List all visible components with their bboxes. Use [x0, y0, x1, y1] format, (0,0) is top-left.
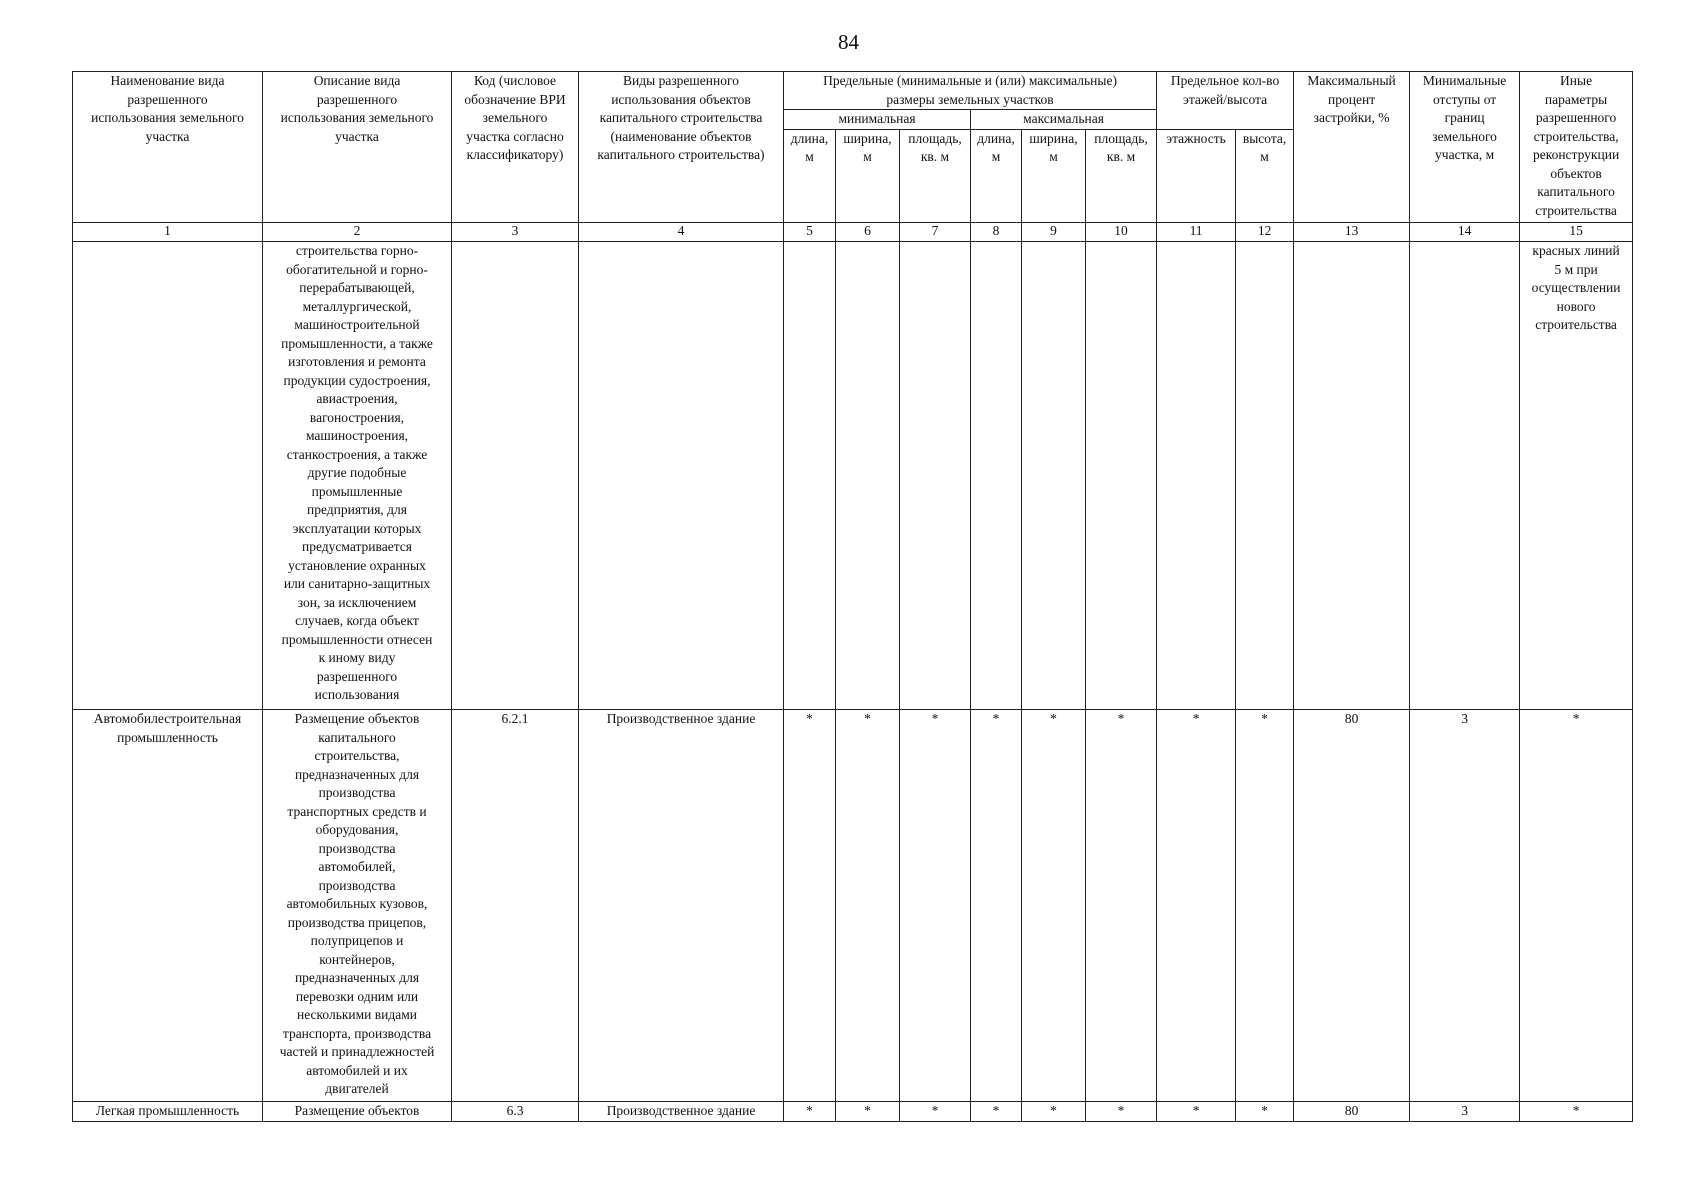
column-number: 14: [1410, 223, 1520, 242]
header-max-length: длина, м: [971, 129, 1022, 223]
header-vri-code: Код (числовое обозначение ВРИ земельного участка согласно классификатору): [452, 72, 579, 223]
vri-code: 6.3: [452, 1102, 579, 1122]
vri-description: Размещение объектов капитального строительства, предназначенных для производства транспортных средств и оборудования, производства автомобилей, производства автомобильных кузовов, производства прицепов, полуприцепов и контейнеров, предназначенных для перевозки одним или несколькими видами транспорта, производства частей и принадлежностей автомобилей и их двигателей: [263, 710, 452, 1102]
table-row: [73, 710, 1633, 1102]
header-maximal: максимальная: [971, 110, 1157, 130]
min-setbacks: [1410, 242, 1520, 710]
max-width: *: [1022, 710, 1086, 1102]
min-area: [900, 242, 971, 710]
max-length: *: [971, 710, 1022, 1102]
column-number: 11: [1157, 223, 1236, 242]
height: *: [1236, 1102, 1294, 1122]
min-width: *: [836, 710, 900, 1102]
column-number: 8: [971, 223, 1022, 242]
min-area: *: [900, 1102, 971, 1122]
header-max-width: ширина, м: [1022, 129, 1086, 223]
header-max-area: площадь, кв. м: [1086, 129, 1157, 223]
min-setbacks: 3: [1410, 1102, 1520, 1122]
table-row: [73, 242, 1633, 710]
header-height: высота, м: [1236, 129, 1294, 223]
table-row: [73, 1102, 1633, 1122]
max-area: *: [1086, 1102, 1157, 1122]
min-width: [836, 242, 900, 710]
column-number-row: [73, 223, 1633, 242]
vri-description: строительства горно- обогатительной и горно- перерабатывающей, металлургической, машиностроительной промышленности, а также изготовления и ремонта продукции судостроения, авиастроения, вагоностроения, машиностроения, станкостроения, а также другие подобные промышленные предприятия, для эксплуатации которых предусматривается установление охранных или санитарно-защитных зон, за исключением случаев, когда объект промышленности отнесен к иному виду разрешенного использования: [263, 242, 452, 710]
column-number: 2: [263, 223, 452, 242]
column-number: 13: [1294, 223, 1410, 242]
max-building-percent: [1294, 242, 1410, 710]
header-row-1: [73, 72, 1633, 110]
header-min-width: ширина, м: [836, 129, 900, 223]
min-area: *: [900, 710, 971, 1102]
header-minimal: минимальная: [784, 110, 971, 130]
floors: [1157, 242, 1236, 710]
capital-objects: [579, 242, 784, 710]
max-length: [971, 242, 1022, 710]
vri-description: Размещение объектов: [263, 1102, 452, 1122]
header-floors-height: Предельное кол-во этажей/высота: [1157, 72, 1294, 130]
header-floors: этажность: [1157, 129, 1236, 223]
header-min-length: длина, м: [784, 129, 836, 223]
header-plot-sizes: Предельные (минимальные и (или) максимальные) размеры земельных участков: [784, 72, 1157, 110]
column-number: 9: [1022, 223, 1086, 242]
height: *: [1236, 710, 1294, 1102]
page-number: 84: [838, 30, 859, 54]
min-width: *: [836, 1102, 900, 1122]
column-number: 6: [836, 223, 900, 242]
max-width: [1022, 242, 1086, 710]
vri-name: [73, 242, 263, 710]
max-area: [1086, 242, 1157, 710]
vri-name: Автомобилестроительная промышленность: [73, 710, 263, 1102]
column-number: 12: [1236, 223, 1294, 242]
header-min-area: площадь, кв. м: [900, 129, 971, 223]
column-number: 4: [579, 223, 784, 242]
header-vri-name: Наименование вида разрешенного использования земельного участка: [73, 72, 263, 223]
min-length: *: [784, 1102, 836, 1122]
header-capital-objects: Виды разрешенного использования объектов капитального строительства (наименование объектов капитального строительства): [579, 72, 784, 223]
min-length: [784, 242, 836, 710]
floors: *: [1157, 1102, 1236, 1122]
vri-code: 6.2.1: [452, 710, 579, 1102]
column-number: 5: [784, 223, 836, 242]
capital-objects: Производственное здание: [579, 710, 784, 1102]
header-other-params: Иные параметры разрешенного строительства, реконструкции объектов капитального строительства: [1520, 72, 1633, 223]
vri-name: Легкая промышленность: [73, 1102, 263, 1122]
column-number: 1: [73, 223, 263, 242]
column-number: 10: [1086, 223, 1157, 242]
column-number: 7: [900, 223, 971, 242]
max-length: *: [971, 1102, 1022, 1122]
other-params: *: [1520, 1102, 1633, 1122]
other-params: красных линий 5 м при осуществлении нового строительства: [1520, 242, 1633, 710]
floors: *: [1157, 710, 1236, 1102]
max-building-percent: 80: [1294, 710, 1410, 1102]
vri-code: [452, 242, 579, 710]
column-number: 15: [1520, 223, 1633, 242]
min-length: *: [784, 710, 836, 1102]
max-area: *: [1086, 710, 1157, 1102]
column-number: 3: [452, 223, 579, 242]
header-vri-description: Описание вида разрешенного использования земельного участка: [263, 72, 452, 223]
other-params: *: [1520, 710, 1633, 1102]
height: [1236, 242, 1294, 710]
header-min-setbacks: Минимальные отступы от границ земельного участка, м: [1410, 72, 1520, 223]
capital-objects: Производственное здание: [579, 1102, 784, 1122]
max-width: *: [1022, 1102, 1086, 1122]
max-building-percent: 80: [1294, 1102, 1410, 1122]
header-max-building-percent: Максимальный процент застройки, %: [1294, 72, 1410, 223]
land-use-table: [72, 71, 1633, 1122]
min-setbacks: 3: [1410, 710, 1520, 1102]
